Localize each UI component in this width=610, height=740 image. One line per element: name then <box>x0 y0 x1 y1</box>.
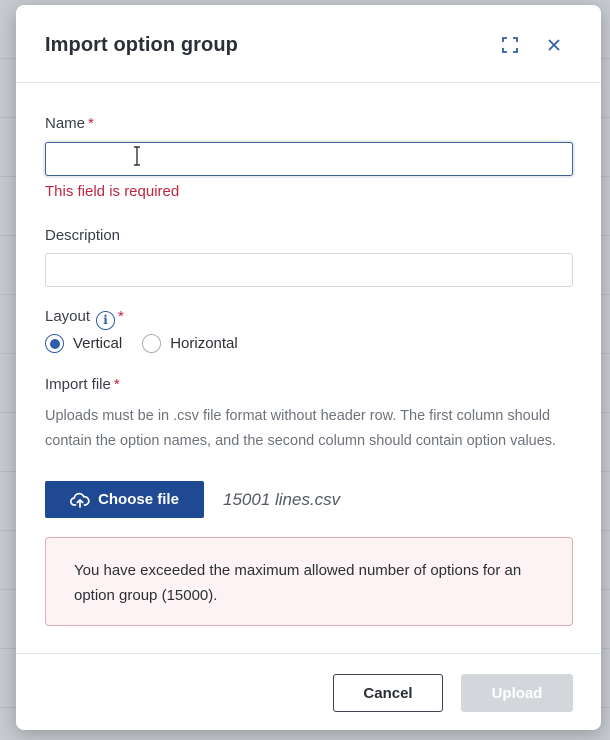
error-alert <box>45 537 573 626</box>
name-input[interactable] <box>45 142 573 176</box>
dialog-footer <box>16 653 601 730</box>
choose-file-label: Choose file <box>98 491 179 508</box>
import-file-label <box>45 376 120 393</box>
description-label: Description <box>45 227 121 244</box>
choose-file-button[interactable] <box>45 481 204 518</box>
import-option-group-dialog <box>16 5 601 730</box>
layout-radio-group <box>45 334 258 353</box>
upload-button[interactable]: Upload <box>461 674 573 712</box>
cancel-button[interactable]: Cancel <box>333 674 443 712</box>
expand-button[interactable] <box>498 33 522 57</box>
layout-label <box>45 308 124 330</box>
import-file-help-text: Uploads must be in .csv file format without header row. The first column should contain the option names, and the second column should contain option values. <box>45 408 557 449</box>
dialog-title: Import option group <box>45 34 238 56</box>
required-mark: * <box>118 308 124 325</box>
layout-option-vertical[interactable] <box>45 334 122 353</box>
info-icon[interactable]: i <box>96 311 115 330</box>
cloud-upload-icon <box>70 492 90 508</box>
selected-file-name: 15001 lines.csv <box>223 490 341 509</box>
layout-option-horizontal[interactable] <box>142 334 238 353</box>
alert-message: You have exceeded the maximum allowed number of options for an option group (15000). <box>74 562 522 604</box>
name-label-text: Name <box>45 115 86 132</box>
description-input[interactable] <box>45 253 573 287</box>
name-label <box>45 115 94 132</box>
expand-icon <box>502 37 518 53</box>
required-mark: * <box>113 376 120 393</box>
radio-vertical[interactable] <box>45 334 64 353</box>
layout-label-text: Layout <box>45 308 91 325</box>
radio-label-vertical: Vertical <box>73 335 123 352</box>
name-error-message: This field is required <box>45 183 180 200</box>
required-mark: * <box>88 115 94 132</box>
close-button[interactable] <box>542 33 566 57</box>
close-icon <box>548 39 560 51</box>
radio-horizontal[interactable] <box>142 334 161 353</box>
dialog-header <box>16 5 601 83</box>
import-file-label-text: Import file <box>45 376 111 393</box>
radio-label-horizontal: Horizontal <box>170 335 238 352</box>
